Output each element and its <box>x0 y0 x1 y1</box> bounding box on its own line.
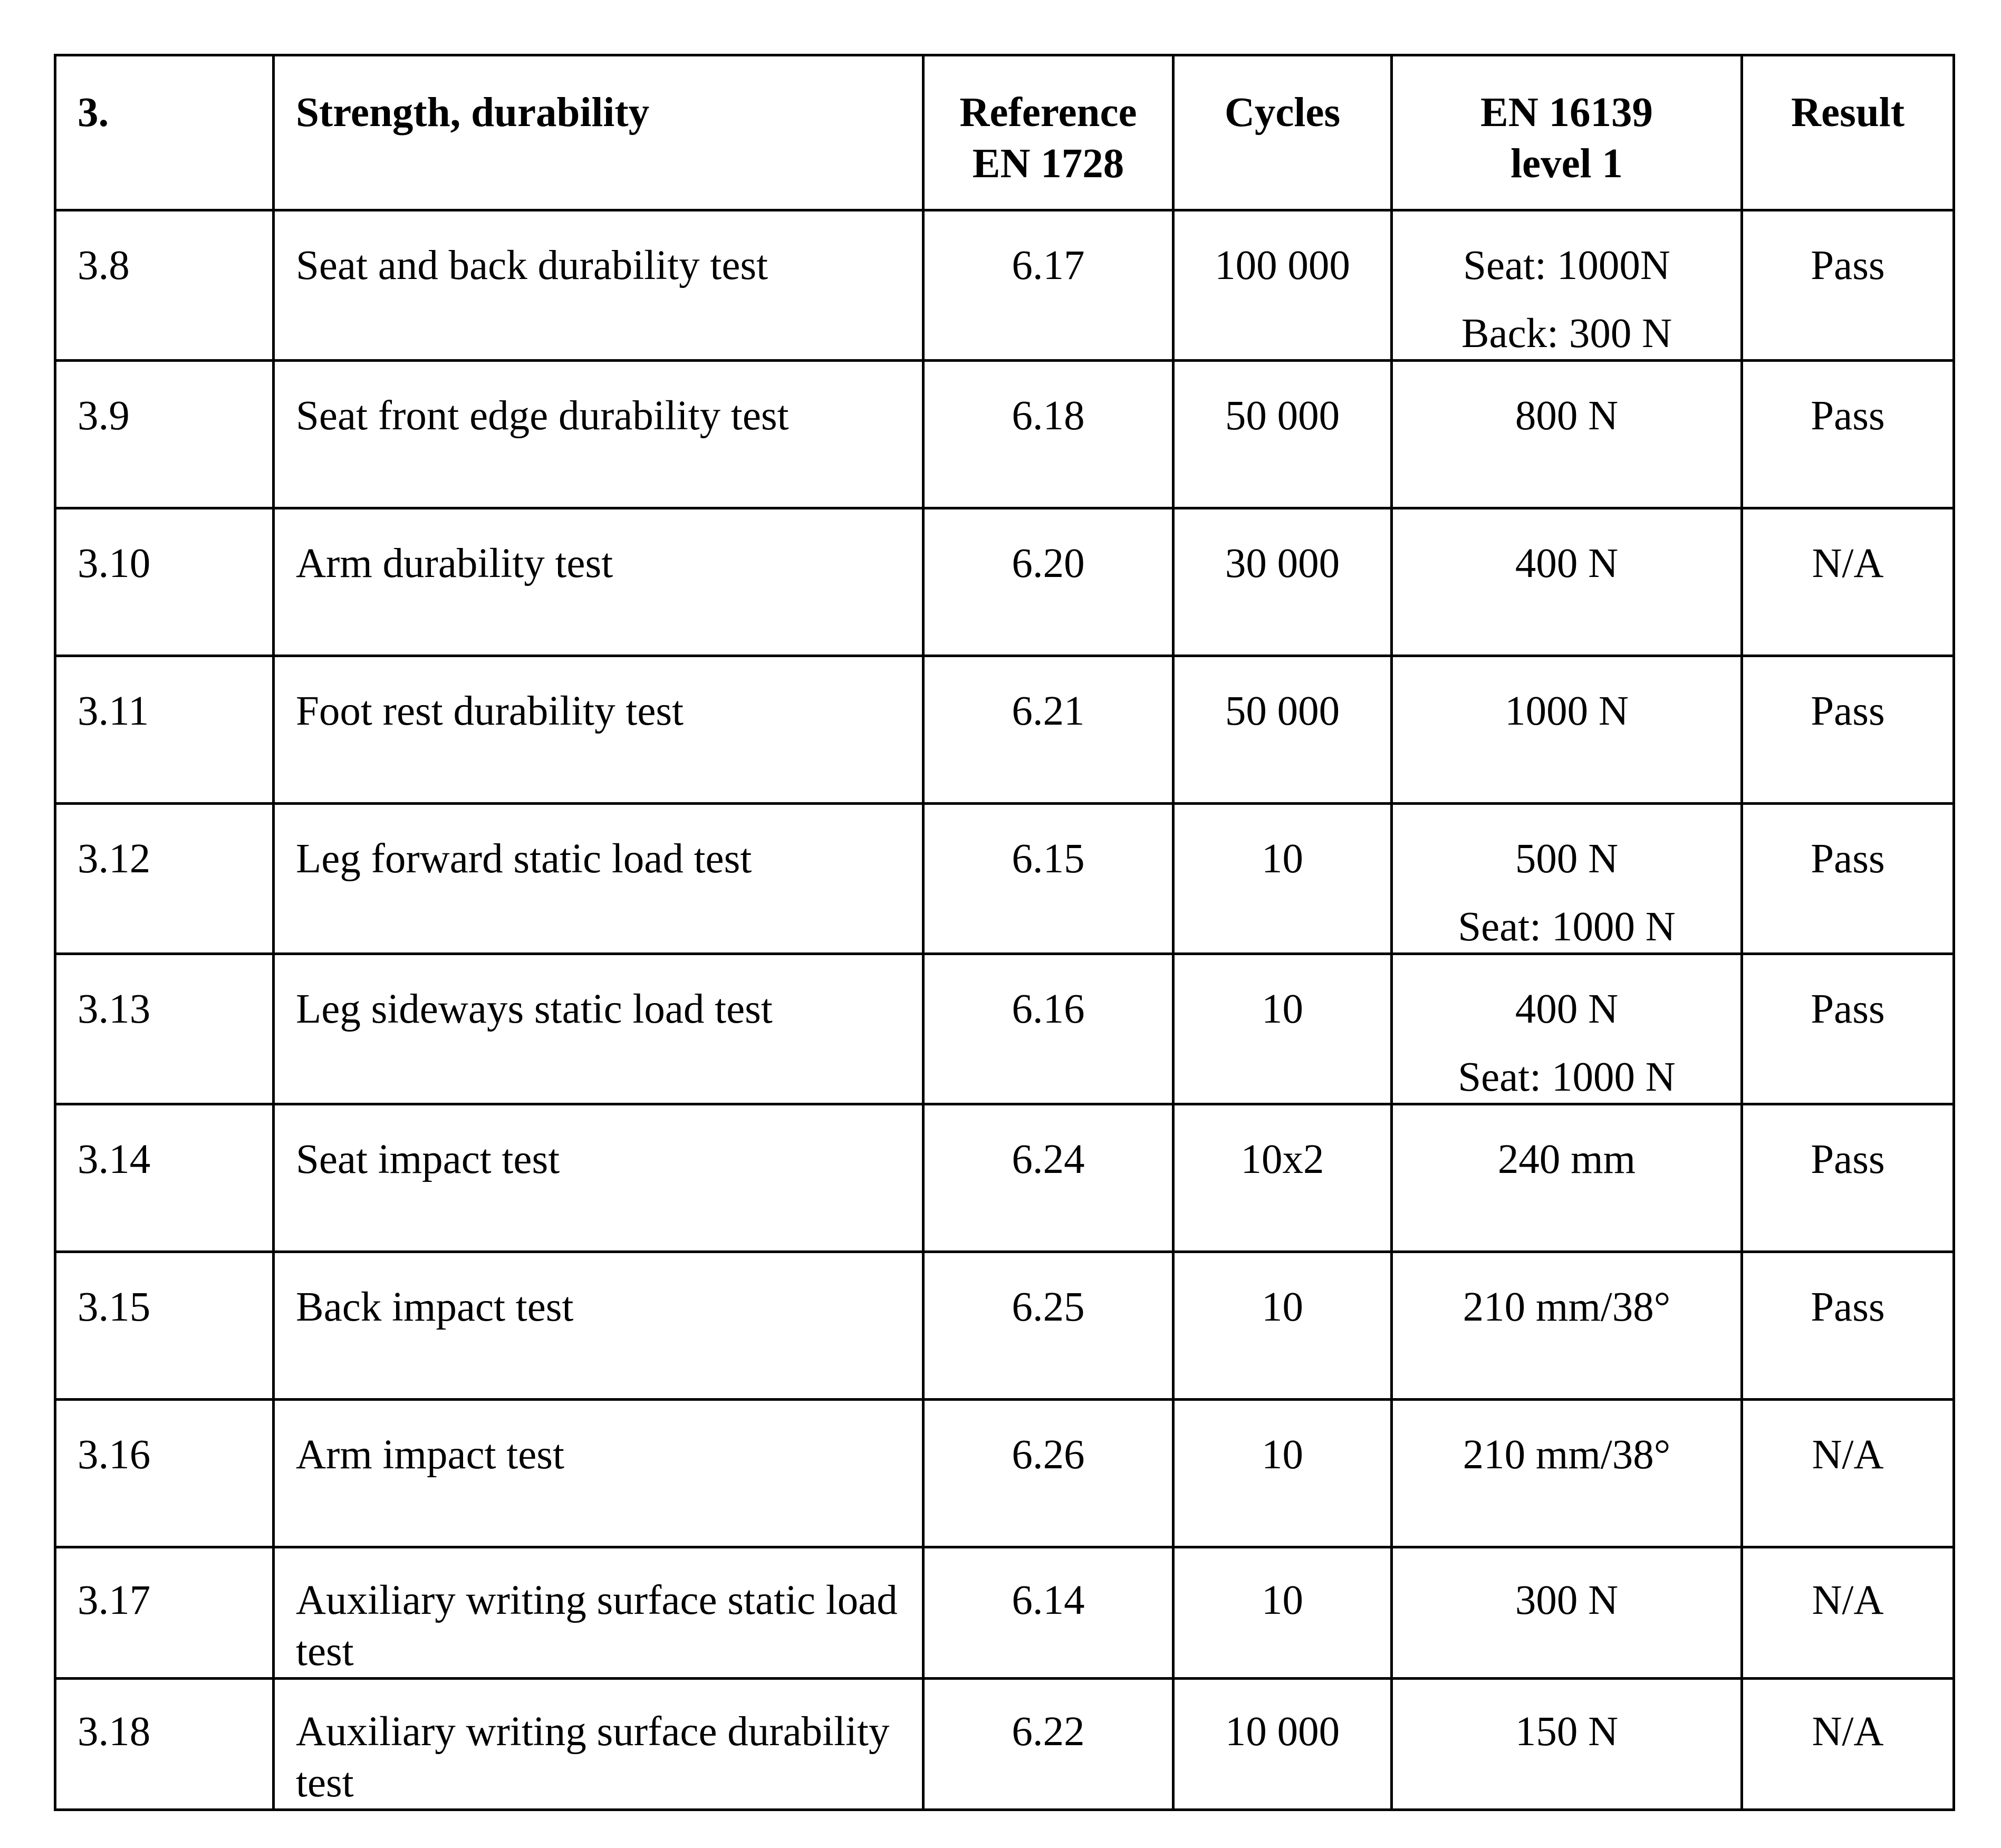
header-section-number: 3. <box>55 55 274 210</box>
cell-level <box>1392 1252 1742 1400</box>
cell-level <box>1392 1104 1742 1252</box>
cell-section-number: 3.10 <box>55 508 274 656</box>
cell-cycles: 10 <box>1173 1400 1392 1547</box>
cell-reference: 6.20 <box>923 508 1173 656</box>
table-row <box>55 1252 1954 1400</box>
table-body <box>55 210 1954 1810</box>
header-level <box>1392 55 1742 210</box>
table-row <box>55 804 1954 954</box>
cell-cycles: 10 <box>1173 1547 1392 1679</box>
level-value: Seat: 1000 N <box>1458 1054 1676 1100</box>
header-reference <box>923 55 1173 210</box>
cell-cycles: 10 <box>1173 1252 1392 1400</box>
cell-test-name: Arm impact test <box>274 1400 923 1547</box>
cell-result: N/A <box>1742 508 1954 656</box>
table-row <box>55 1679 1954 1810</box>
cell-cycles: 50 000 <box>1173 656 1392 804</box>
cell-section-number: 3.9 <box>55 361 274 508</box>
level-value: Seat: 1000 N <box>1458 904 1676 950</box>
cell-cycles: 10 000 <box>1173 1679 1392 1810</box>
cell-test-name: Seat impact test <box>274 1104 923 1252</box>
table-row <box>55 954 1954 1104</box>
cell-level <box>1392 1679 1742 1810</box>
cell-section-number: 3.18 <box>55 1679 274 1810</box>
cell-cycles: 10x2 <box>1173 1104 1392 1252</box>
cell-section-number: 3.12 <box>55 804 274 954</box>
cell-test-name: Auxiliary writing surface static load test <box>274 1547 923 1679</box>
header-level-line-2: level 1 <box>1511 141 1623 187</box>
cell-reference: 6.18 <box>923 361 1173 508</box>
cell-level <box>1392 508 1742 656</box>
cell-cycles: 100 000 <box>1173 210 1392 361</box>
cell-result: Pass <box>1742 210 1954 361</box>
level-value: 210 mm/38° <box>1463 1432 1671 1478</box>
level-value: 210 mm/38° <box>1463 1284 1671 1330</box>
cell-section-number: 3.14 <box>55 1104 274 1252</box>
header-result: Result <box>1742 55 1954 210</box>
cell-section-number: 3.8 <box>55 210 274 361</box>
cell-reference: 6.24 <box>923 1104 1173 1252</box>
header-cycles: Cycles <box>1173 55 1392 210</box>
cell-section-number: 3.11 <box>55 656 274 804</box>
level-value: 400 N <box>1515 541 1619 586</box>
cell-cycles: 50 000 <box>1173 361 1392 508</box>
cell-test-name: Back impact test <box>274 1252 923 1400</box>
header-level-line-1: EN 16139 <box>1480 90 1653 136</box>
table-row <box>55 508 1954 656</box>
cell-result: N/A <box>1742 1679 1954 1810</box>
header-reference-line-1: Reference <box>959 90 1137 136</box>
cell-test-name: Arm durability test <box>274 508 923 656</box>
level-value: 1000 N <box>1505 688 1629 734</box>
cell-cycles: 10 <box>1173 954 1392 1104</box>
cell-result: Pass <box>1742 361 1954 508</box>
level-value: 300 N <box>1515 1577 1619 1623</box>
cell-test-name: Seat and back durability test <box>274 210 923 361</box>
cell-section-number: 3.15 <box>55 1252 274 1400</box>
cell-test-name: Seat front edge durability test <box>274 361 923 508</box>
header-row <box>55 55 1954 210</box>
cell-reference: 6.14 <box>923 1547 1173 1679</box>
cell-level <box>1392 361 1742 508</box>
level-value: Back: 300 N <box>1461 311 1672 357</box>
cell-reference: 6.21 <box>923 656 1173 804</box>
cell-level <box>1392 210 1742 361</box>
cell-reference: 6.25 <box>923 1252 1173 1400</box>
cell-result: Pass <box>1742 804 1954 954</box>
table-row <box>55 361 1954 508</box>
cell-test-name: Foot rest durability test <box>274 656 923 804</box>
cell-cycles: 30 000 <box>1173 508 1392 656</box>
table-row <box>55 1104 1954 1252</box>
cell-level <box>1392 1400 1742 1547</box>
level-value: Seat: 1000N <box>1463 243 1670 288</box>
cell-section-number: 3.13 <box>55 954 274 1104</box>
cell-level <box>1392 954 1742 1104</box>
level-value: 500 N <box>1515 836 1619 882</box>
header-reference-line-2: EN 1728 <box>972 141 1124 187</box>
table-row <box>55 210 1954 361</box>
cell-result: N/A <box>1742 1400 1954 1547</box>
cell-result: N/A <box>1742 1547 1954 1679</box>
cell-section-number: 3.17 <box>55 1547 274 1679</box>
cell-test-name: Leg sideways static load test <box>274 954 923 1104</box>
level-value: 400 N <box>1515 986 1619 1032</box>
cell-level <box>1392 804 1742 954</box>
header-test-name: Strength, durability <box>274 55 923 210</box>
cell-reference: 6.26 <box>923 1400 1173 1547</box>
table-row <box>55 1547 1954 1679</box>
level-value: 150 N <box>1515 1709 1619 1755</box>
cell-result: Pass <box>1742 954 1954 1104</box>
cell-reference: 6.17 <box>923 210 1173 361</box>
level-value: 240 mm <box>1497 1137 1636 1182</box>
cell-cycles: 10 <box>1173 804 1392 954</box>
cell-reference: 6.22 <box>923 1679 1173 1810</box>
cell-reference: 6.16 <box>923 954 1173 1104</box>
cell-level <box>1392 656 1742 804</box>
cell-result: Pass <box>1742 656 1954 804</box>
cell-result: Pass <box>1742 1104 1954 1252</box>
table-row <box>55 1400 1954 1547</box>
cell-section-number: 3.16 <box>55 1400 274 1547</box>
cell-test-name: Leg forward static load test <box>274 804 923 954</box>
strength-durability-table <box>54 54 1955 1811</box>
level-value: 800 N <box>1515 393 1619 439</box>
table-row <box>55 656 1954 804</box>
cell-reference: 6.15 <box>923 804 1173 954</box>
cell-level <box>1392 1547 1742 1679</box>
cell-result: Pass <box>1742 1252 1954 1400</box>
cell-test-name: Auxiliary writing surface durability test <box>274 1679 923 1810</box>
